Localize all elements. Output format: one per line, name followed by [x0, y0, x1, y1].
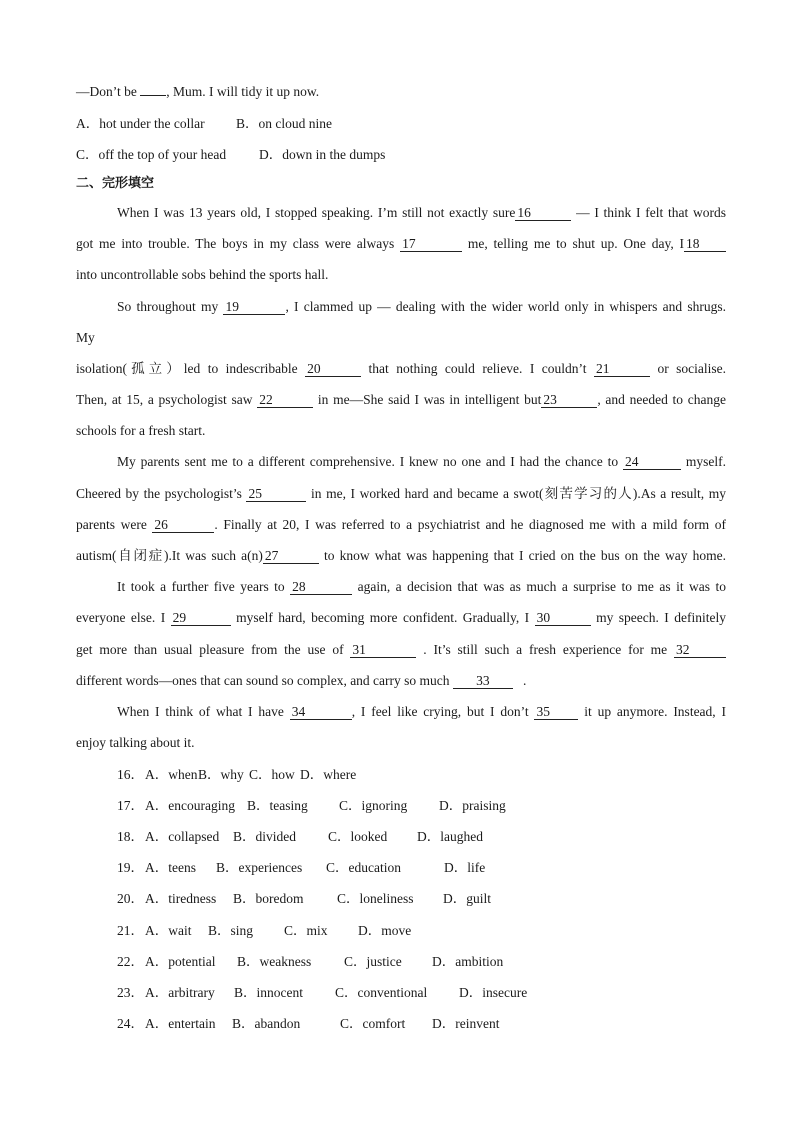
blank-28: 28 — [290, 580, 352, 595]
passage-line: When I was 13 years old, I stopped speaking. I’m still not exactly sure 16 — I think I felt that words — [117, 205, 727, 220]
option-c: C．mix — [284, 922, 328, 938]
option-c: C．education — [326, 860, 401, 876]
question-number: 18． — [117, 829, 144, 845]
blank-32: 32 — [674, 643, 726, 658]
blank-25: 25 — [246, 487, 306, 502]
question-row — [117, 828, 483, 846]
question-row — [117, 922, 411, 940]
blank-17: 17 — [400, 237, 462, 252]
passage-line: everyone else. I 29 myself hard, becoming more confident. Gradually, I 30 my speech. I definitely — [76, 610, 726, 625]
passage-line: different words—ones that can sound so complex, and carry so much 33 . — [76, 673, 527, 688]
option-a: A．encouraging — [145, 798, 235, 814]
option-c: C．off the top of your head — [76, 147, 227, 162]
passage-line: My parents sent me to a different comprehensive. I knew no one and I had the chance to 24 myself. — [117, 454, 726, 469]
blank-21: 21 — [594, 362, 650, 377]
option-c: C．comfort — [340, 1015, 406, 1031]
option-d: D．down in the dumps — [259, 147, 386, 162]
prev-question-stem — [76, 83, 726, 101]
stem-text: , Mum. I will tidy it up now. — [166, 84, 320, 99]
option-a: A．arbitrary — [145, 984, 215, 1000]
question-number: 16． — [117, 767, 144, 782]
answer-blank — [140, 95, 166, 96]
option-d: D．insecure — [459, 984, 528, 1000]
option-b: B．teasing — [247, 798, 308, 814]
option-c: C．justice — [344, 953, 402, 969]
option-c: C．loneliness — [337, 891, 414, 907]
blank-27: 27 — [263, 549, 319, 564]
passage-line: got me into trouble. The boys in my class were always 17 me, telling me to shut up. One day, I 18 — [76, 235, 726, 253]
blank-34: 34 — [290, 705, 352, 720]
option-a: A．potential — [145, 953, 216, 969]
blank-19: 19 — [223, 300, 285, 315]
passage-line: enjoy talking about it. — [76, 735, 195, 750]
blank-23: 23 — [541, 393, 597, 408]
blank-24: 24 — [623, 455, 681, 470]
blank-16: 16 — [515, 206, 571, 221]
option-b: B．experiences — [216, 860, 303, 876]
option-a: A．tiredness — [145, 891, 217, 907]
option-c: C．looked — [328, 829, 388, 845]
option-b: B．boredom — [233, 891, 304, 907]
question-row — [117, 890, 491, 908]
passage-line: isolation(孤立）led to indescribable 20 that nothing could relieve. I couldn’t 21 or socialise. — [76, 361, 726, 376]
option-b: B．why — [198, 767, 244, 782]
question-number: 17． — [117, 798, 144, 814]
prev-options-row-1 — [76, 115, 726, 133]
option-d: D．where — [300, 767, 357, 782]
option-d: D．praising — [439, 798, 506, 814]
option-b: B．divided — [233, 829, 296, 845]
passage-line: get more than usual pleasure from the use of 31 . It’s still such a fresh experience for me 32 — [76, 641, 726, 659]
blank-22: 22 — [257, 393, 313, 408]
option-d: D．guilt — [443, 891, 492, 907]
option-a: A．collapsed — [145, 829, 220, 845]
option-d: D．reinvent — [432, 1015, 500, 1031]
option-b: B．weakness — [237, 953, 312, 969]
passage-line: schools for a fresh start. — [76, 423, 206, 438]
question-row — [117, 766, 356, 784]
stem-text: —Don’t be — [76, 84, 141, 99]
option-a: A．wait — [145, 922, 192, 938]
option-a: A．entertain — [145, 1015, 216, 1031]
option-d: D．laughed — [417, 829, 483, 845]
blank-20: 20 — [305, 362, 361, 377]
option-c: C．how — [249, 767, 295, 782]
passage-line: autism(自闭症).It was such a(n) 27 to know what was happening that I cried on the bus on the way home. — [76, 548, 726, 563]
passage-line: Cheered by the psychologist’s 25 in me, I worked hard and became a swot(刻苦学习的人).As a result, my — [76, 486, 726, 501]
option-b: B．on cloud nine — [236, 116, 332, 131]
passage-line: So throughout my 19 , I clammed up — dealing with the wider world only in whispers and shrugs. — [117, 299, 726, 314]
option-a: A．hot under the collar — [76, 116, 205, 131]
question-number: 23． — [117, 984, 144, 1000]
passage-line: parents were 26 . Finally at 20, I was referred to a psychiatrist and he diagnosed me with a mild form of — [76, 517, 726, 532]
option-a: A．teens — [145, 860, 196, 876]
option-c: C．conventional — [335, 984, 428, 1000]
blank-26: 26 — [152, 518, 214, 533]
option-d: D．move — [358, 922, 412, 938]
passage-line: Then, at 15, a psychologist saw 22 in me—She said I was in intelligent but 23 , and needed to change — [76, 392, 726, 407]
blank-31: 31 — [350, 643, 416, 658]
blank-30: 30 — [535, 611, 591, 626]
passage-line: into uncontrollable sobs behind the sports hall. — [76, 267, 329, 282]
question-number: 22． — [117, 953, 144, 969]
question-number: 24． — [117, 1015, 144, 1031]
question-row — [117, 797, 506, 815]
option-b: B．sing — [208, 922, 254, 938]
question-row — [117, 1015, 499, 1033]
question-row — [117, 859, 485, 877]
question-row — [117, 984, 527, 1002]
question-row — [117, 953, 503, 971]
passage-line: My — [76, 330, 95, 345]
question-number: 19． — [117, 860, 144, 876]
blank-35: 35 — [534, 705, 578, 720]
option-b: B．abandon — [232, 1015, 301, 1031]
prev-options-row-2 — [76, 146, 726, 164]
option-c: C．ignoring — [339, 798, 408, 814]
section-title: 二、完形填空 — [76, 176, 155, 191]
blank-33: 33 — [453, 674, 513, 689]
blank-29: 29 — [171, 611, 231, 626]
passage-line: When I think of what I have 34 , I feel like crying, but I don’t 35 it up anymore. Instead, I — [117, 704, 726, 719]
question-number: 21． — [117, 922, 144, 938]
blank-18: 18 — [684, 237, 726, 252]
option-b: B．innocent — [234, 984, 303, 1000]
question-number: 20． — [117, 891, 144, 907]
option-d: D．ambition — [432, 953, 504, 969]
option-d: D．life — [444, 860, 486, 876]
passage-line: It took a further five years to 28 again, a decision that was as much a surprise to me as it was to — [117, 579, 726, 594]
option-a: A．when — [145, 767, 198, 782]
